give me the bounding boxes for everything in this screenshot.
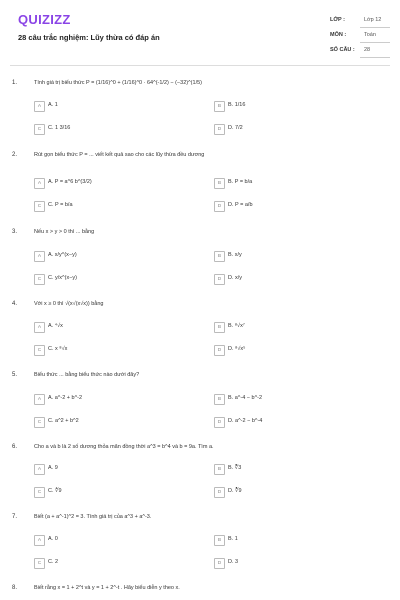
question-number: 6. bbox=[12, 444, 18, 450]
header-divider bbox=[10, 65, 390, 66]
option-label: A. x/y^(x−y) bbox=[48, 252, 77, 258]
option-letter: C bbox=[34, 487, 45, 498]
option-label: C. P = b/a bbox=[48, 202, 73, 208]
option-a[interactable] bbox=[34, 101, 194, 111]
option-b[interactable] bbox=[214, 101, 374, 111]
question-number: 2. bbox=[12, 152, 18, 158]
option-a[interactable] bbox=[34, 322, 194, 332]
meta-class-value: Lớp 12 bbox=[364, 17, 382, 23]
meta-count bbox=[330, 44, 390, 58]
option-label: A. 0 bbox=[48, 536, 58, 542]
option-b[interactable] bbox=[214, 178, 374, 188]
option-b[interactable] bbox=[214, 251, 374, 261]
option-label: B. P = b/a bbox=[228, 179, 253, 185]
meta-class-underline bbox=[360, 27, 390, 28]
option-c[interactable] bbox=[34, 558, 194, 568]
option-label: B. 1 bbox=[228, 536, 238, 542]
option-a[interactable] bbox=[34, 178, 194, 188]
option-label: D. 7/2 bbox=[228, 125, 243, 131]
option-a[interactable] bbox=[34, 464, 194, 474]
meta-class bbox=[330, 14, 390, 28]
option-letter: A bbox=[34, 101, 45, 112]
option-label: D. P = a/b bbox=[228, 202, 253, 208]
question-number: 5. bbox=[12, 372, 18, 378]
option-letter: C bbox=[34, 201, 45, 212]
option-letter: B bbox=[214, 322, 225, 333]
option-letter: C bbox=[34, 274, 45, 285]
option-c[interactable] bbox=[34, 274, 194, 284]
option-letter: B bbox=[214, 464, 225, 475]
option-d[interactable] bbox=[214, 345, 374, 355]
meta-subject-value: Toán bbox=[364, 32, 376, 38]
option-letter: A bbox=[34, 464, 45, 475]
option-a[interactable] bbox=[34, 251, 194, 261]
option-label: A. P = a^6 b^(3/2) bbox=[48, 179, 92, 185]
option-d[interactable] bbox=[214, 274, 374, 284]
option-letter: D bbox=[214, 417, 225, 428]
meta-count-underline bbox=[360, 57, 390, 58]
option-label: C. 2 bbox=[48, 559, 59, 565]
meta-count-value: 28 bbox=[364, 47, 371, 53]
option-letter: A bbox=[34, 322, 45, 333]
option-letter: B bbox=[214, 394, 225, 405]
question-text: Nếu x > y > 0 thì ... bằng bbox=[34, 229, 95, 235]
option-c[interactable] bbox=[34, 345, 194, 355]
option-label: B. ∛3 bbox=[228, 465, 242, 471]
question-text: Rút gọn biểu thức P = ... viết kết quả sao cho các lũy thừa đều dương bbox=[34, 152, 205, 158]
option-d[interactable] bbox=[214, 417, 374, 427]
option-label: B. a^-4 − b^-2 bbox=[228, 395, 263, 401]
option-label: B. ⁸√x⁷ bbox=[228, 323, 245, 329]
option-d[interactable] bbox=[214, 201, 374, 211]
option-label: A. 1 bbox=[48, 102, 58, 108]
option-letter: A bbox=[34, 251, 45, 262]
option-letter: C bbox=[34, 345, 45, 356]
option-letter: A bbox=[34, 178, 45, 189]
question-number: 7. bbox=[12, 514, 18, 520]
question-number: 1. bbox=[12, 80, 18, 86]
option-letter: D bbox=[214, 558, 225, 569]
option-c[interactable] bbox=[34, 201, 194, 211]
option-d[interactable] bbox=[214, 124, 374, 134]
option-label: A. ⁴√x bbox=[48, 323, 63, 329]
question-number: 4. bbox=[12, 301, 18, 307]
question-text: Cho a và b là 2 số dương thỏa mãn đồng thời a^3 = b^4 và b = 9a. Tìm a. bbox=[34, 444, 214, 450]
option-label: D. 3 bbox=[228, 559, 239, 565]
question-text: Biết (a + a^-1)^2 = 3. Tính giá trị của a^3 + a^-3. bbox=[34, 514, 152, 520]
meta-subject-key: MÔN : bbox=[330, 32, 347, 38]
question-text: Tính giá trị biểu thức P = (1/16)^0 + (1/16)^0 · 64^(-1/2) − (−32)^(1/5) bbox=[34, 80, 202, 86]
option-label: A. 9 bbox=[48, 465, 58, 471]
option-letter: A bbox=[34, 394, 45, 405]
option-c[interactable] bbox=[34, 124, 194, 134]
option-letter: D bbox=[214, 124, 225, 135]
option-letter: C bbox=[34, 124, 45, 135]
option-letter: B bbox=[214, 535, 225, 546]
header bbox=[0, 0, 400, 60]
question-number: 3. bbox=[12, 229, 18, 235]
meta-subject-underline bbox=[360, 42, 390, 43]
option-b[interactable] bbox=[214, 322, 374, 332]
option-letter: A bbox=[34, 535, 45, 546]
meta-count-key: SỐ CÂU : bbox=[330, 47, 355, 53]
option-label: C. x ⁸√x bbox=[48, 346, 68, 352]
question-text: Với x ≥ 0 thì √(x√(x√x)) bằng bbox=[34, 301, 104, 307]
document-title: 28 câu trắc nghiệm: Lũy thừa có đáp án bbox=[18, 33, 160, 42]
option-label: C. 1 3/16 bbox=[48, 125, 71, 131]
option-letter: D bbox=[214, 201, 225, 212]
option-letter: C bbox=[34, 417, 45, 428]
option-a[interactable] bbox=[34, 535, 194, 545]
option-label: A. a^-2 + b^-2 bbox=[48, 395, 83, 401]
meta-class-key: LỚP : bbox=[330, 17, 345, 23]
option-label: D. ⁸√x⁵ bbox=[228, 346, 246, 352]
question-text: Biểu thức ... bằng biểu thức nào dưới đây? bbox=[34, 372, 140, 378]
option-letter: B bbox=[214, 178, 225, 189]
option-label: D. x/y bbox=[228, 275, 243, 281]
option-label: C. a^2 + b^2 bbox=[48, 418, 79, 424]
option-letter: B bbox=[214, 101, 225, 112]
option-b[interactable] bbox=[214, 394, 374, 404]
question-number: 8. bbox=[12, 585, 18, 591]
option-d[interactable] bbox=[214, 487, 374, 497]
option-letter: D bbox=[214, 487, 225, 498]
question-text: Biết rằng x = 1 + 2^t và y = 1 + 2^-t . Hãy biểu diễn y theo x. bbox=[34, 585, 180, 591]
option-d[interactable] bbox=[214, 558, 374, 568]
option-c[interactable] bbox=[34, 487, 194, 497]
option-a[interactable] bbox=[34, 394, 194, 404]
option-label: D. ∛9 bbox=[228, 488, 242, 494]
option-letter: D bbox=[214, 274, 225, 285]
option-letter: B bbox=[214, 251, 225, 262]
option-letter: D bbox=[214, 345, 225, 356]
option-b[interactable] bbox=[214, 464, 374, 474]
option-label: D. a^-2 − b^-4 bbox=[228, 418, 263, 424]
option-label: B. 1/16 bbox=[228, 102, 246, 108]
option-label: C. ∜9 bbox=[48, 488, 62, 494]
option-letter: C bbox=[34, 558, 45, 569]
meta-subject bbox=[330, 29, 390, 43]
option-c[interactable] bbox=[34, 417, 194, 427]
option-label: B. x/y bbox=[228, 252, 242, 258]
quizizz-logo: QUIZIZZ bbox=[18, 12, 71, 27]
option-b[interactable] bbox=[214, 535, 374, 545]
option-label: C. y/x^(x−y) bbox=[48, 275, 78, 281]
